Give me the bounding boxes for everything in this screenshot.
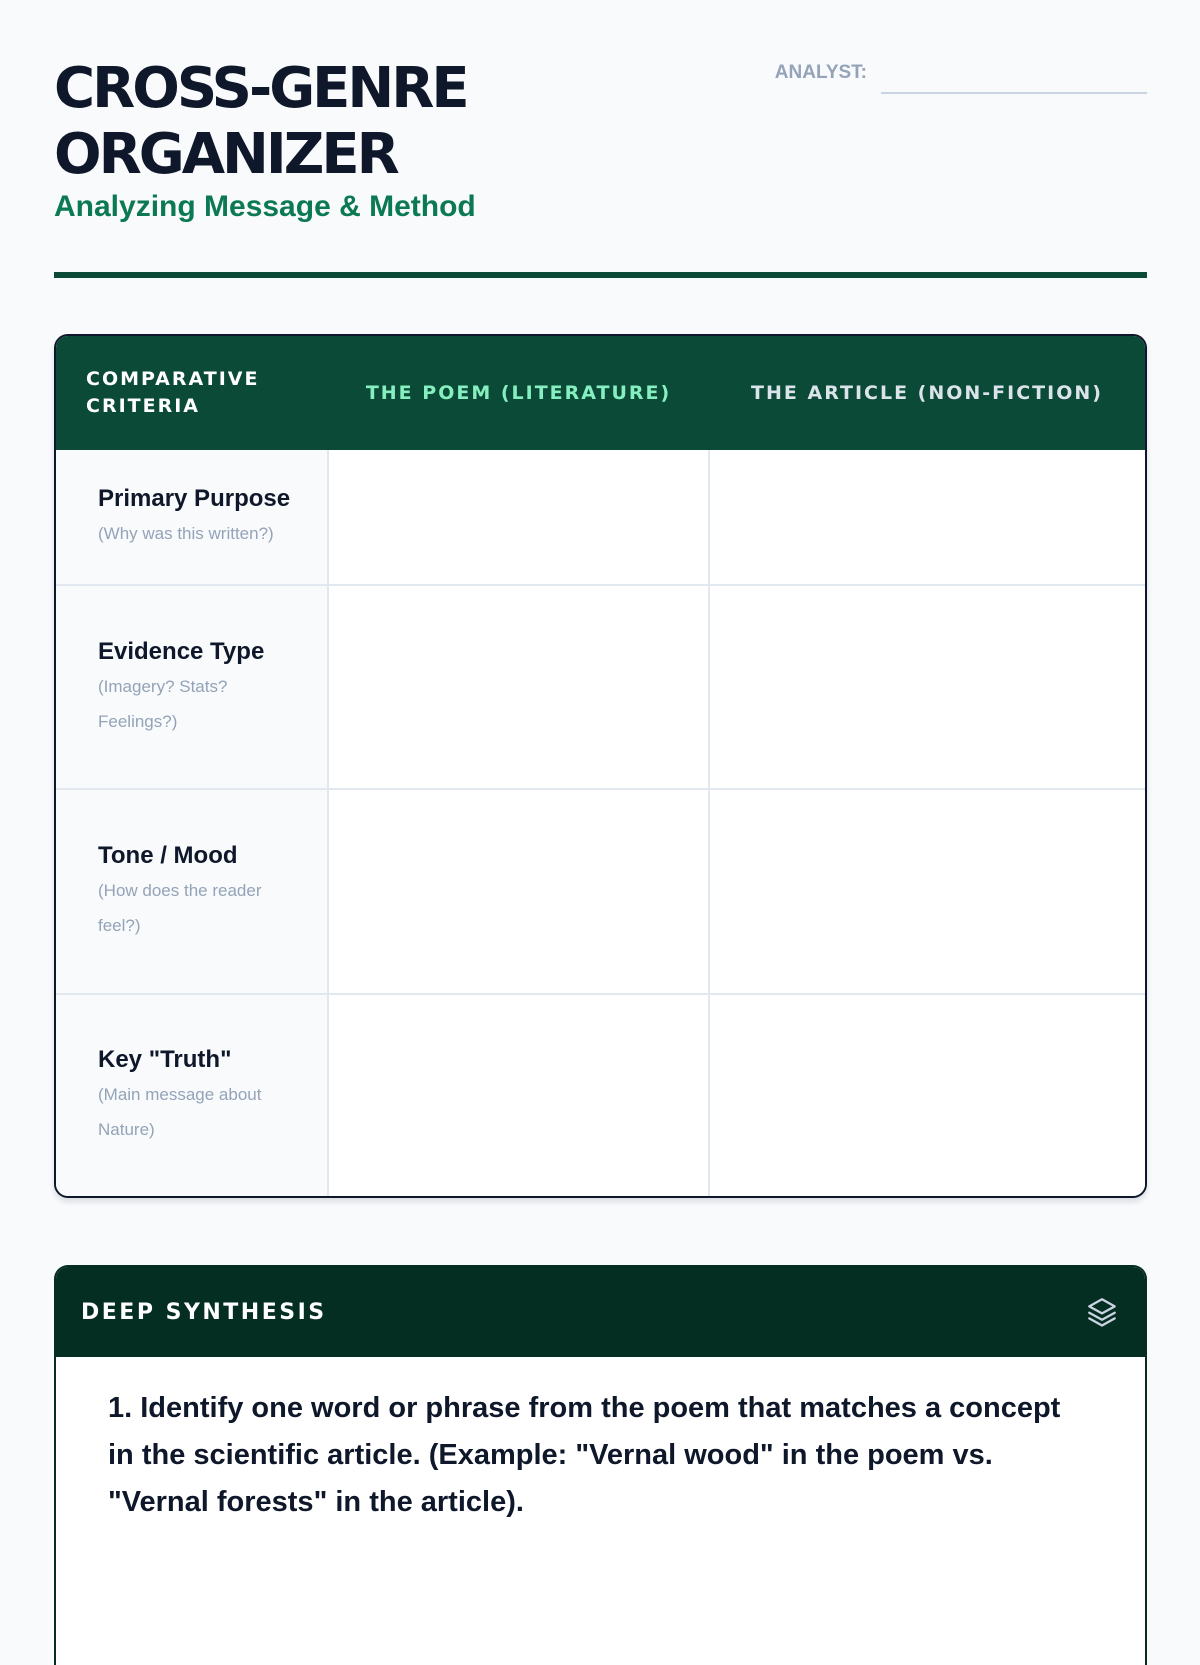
criteria-hint: (Why was this written?)	[98, 524, 274, 544]
synthesis-question-1: 1. Identify one word or phrase from the poem that matches a concept in the scientific article. (Example: "Vernal wood" in the poem vs. "Vernal forests" in the article).	[108, 1392, 1061, 1518]
analyst-label: ANALYST:	[774, 62, 867, 83]
column-header-criteria: COMPARATIVE CRITERIA	[56, 336, 328, 450]
header-divider	[54, 272, 1147, 278]
article-response-cell[interactable]	[709, 450, 1145, 585]
criteria-title: Key "Truth"	[98, 1046, 232, 1074]
article-response-cell[interactable]	[709, 994, 1145, 1196]
article-response-cell[interactable]	[709, 585, 1145, 789]
table-row	[56, 994, 1145, 1196]
comparison-table	[56, 336, 1145, 1196]
analyst-name-field[interactable]	[881, 92, 1147, 94]
table-row	[56, 789, 1145, 993]
article-response-cell[interactable]	[709, 789, 1145, 993]
criteria-hint: (Imagery? Stats? Feelings?)	[98, 677, 228, 732]
poem-response-cell[interactable]	[328, 585, 709, 789]
table-row	[56, 585, 1145, 789]
page-subtitle: Analyzing Message & Method	[54, 190, 476, 223]
page-title-line-1: CROSS-GENRE	[54, 56, 467, 121]
criteria-cell-evidence-type	[56, 585, 328, 789]
worksheet-page	[54, 0, 1147, 1518]
column-header-poem: THE POEM (LITERATURE)	[328, 336, 709, 450]
criteria-title: Primary Purpose	[98, 485, 291, 513]
criteria-title: Evidence Type	[98, 638, 265, 666]
deep-synthesis-title: DEEP SYNTHESIS	[81, 1299, 327, 1325]
criteria-hint: (Main message about Nature)	[98, 1085, 262, 1140]
table-header-row	[56, 336, 1145, 450]
poem-response-cell[interactable]	[328, 450, 709, 585]
poem-response-cell[interactable]	[328, 789, 709, 993]
page-title	[54, 56, 467, 188]
column-header-article: THE ARTICLE (NON-FICTION)	[709, 336, 1145, 450]
table-row	[56, 450, 1145, 585]
deep-synthesis-body	[56, 1357, 1145, 1526]
page-title-line-2: ORGANIZER	[54, 122, 397, 187]
criteria-cell-tone-mood	[56, 789, 328, 993]
analyst-field-group	[775, 60, 1147, 86]
criteria-hint: (How does the reader feel?)	[98, 881, 262, 936]
deep-synthesis-header	[56, 1267, 1145, 1357]
layers-icon	[1085, 1295, 1119, 1329]
poem-response-cell[interactable]	[328, 994, 709, 1196]
deep-synthesis-section	[54, 1265, 1147, 1665]
criteria-title: Tone / Mood	[98, 842, 238, 870]
comparison-table-card	[54, 334, 1147, 1198]
criteria-cell-key-truth	[56, 994, 328, 1196]
criteria-cell-primary-purpose	[56, 450, 328, 585]
worksheet-header	[54, 0, 1147, 282]
